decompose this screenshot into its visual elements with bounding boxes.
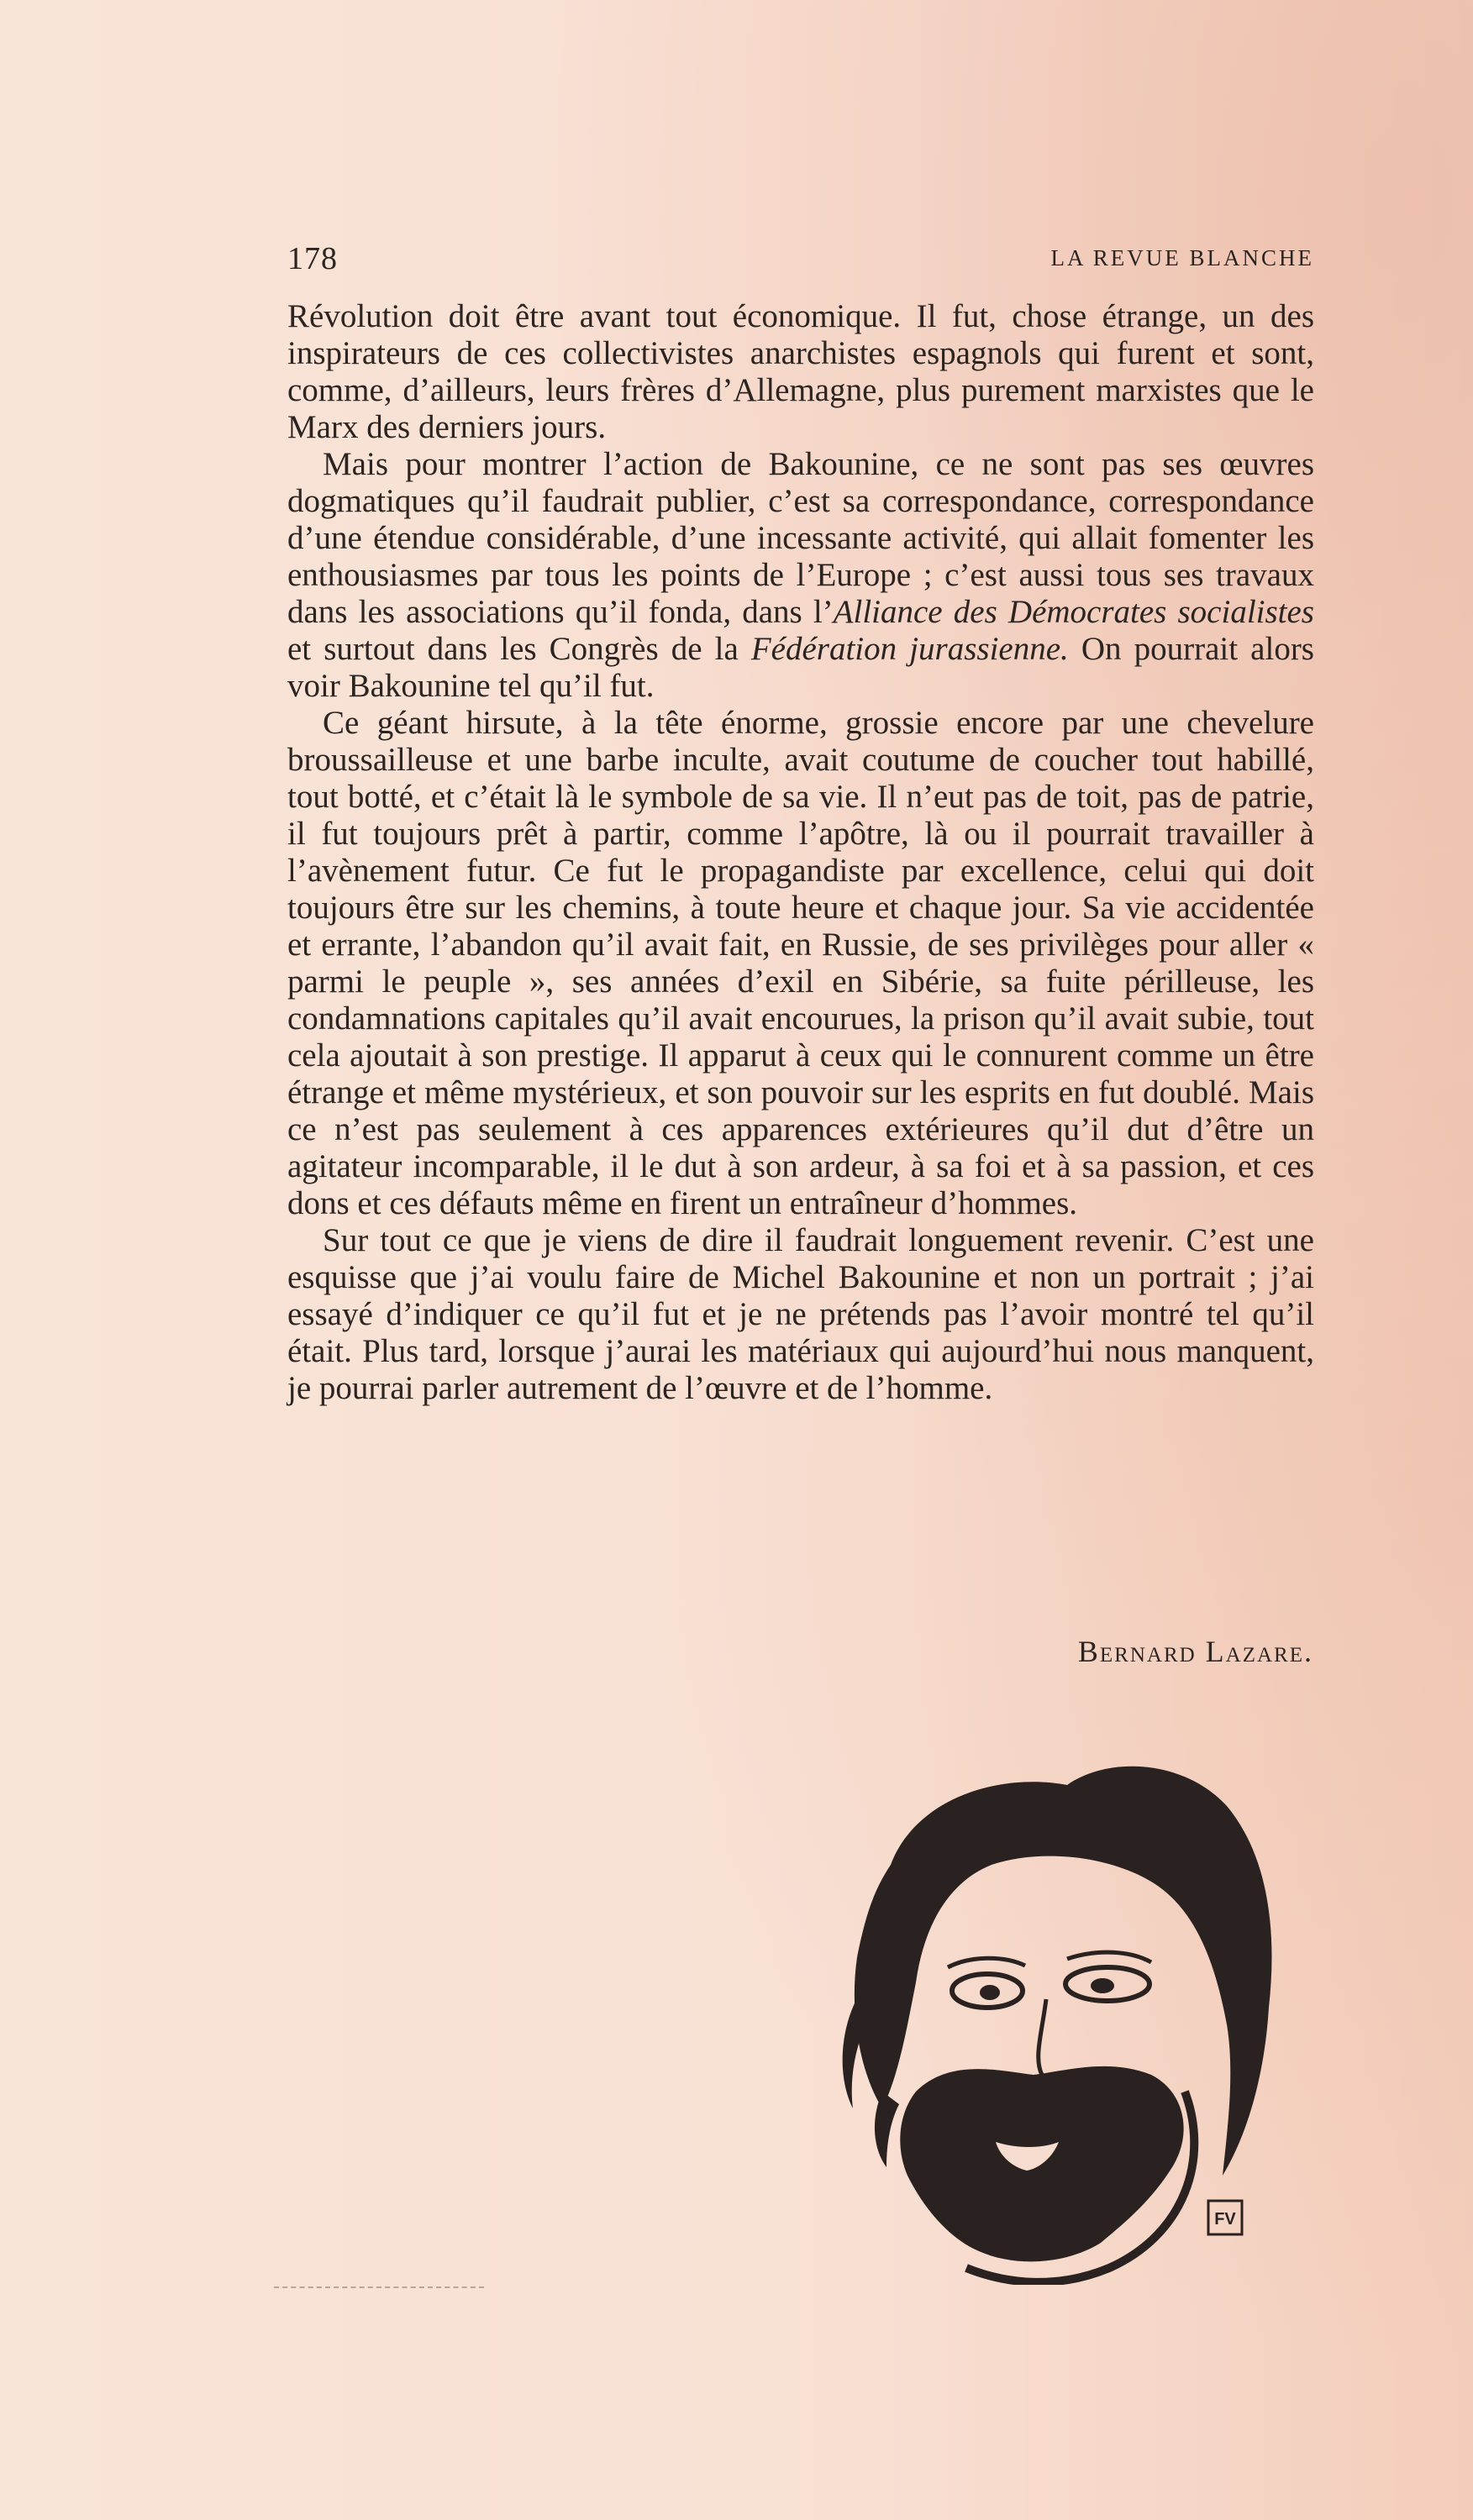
author-signature: Bernard Lazare. [1077, 1635, 1313, 1668]
right-pupil [1091, 1978, 1114, 1993]
running-head [287, 240, 1314, 282]
nose-line [1039, 1999, 1046, 2075]
right-brow [1067, 1952, 1151, 1962]
left-lock-shape-2 [875, 2092, 899, 2167]
paragraph-4: Sur tout ce que je viens de dire il faudrait longuement revenir. C’est une esquisse que j’ai voulu faire de Michel Bakounine et non un portrait ; j’ai essayé d’indiquer ce qu’il fut et je ne prétends pas l’avoir montré tel qu’il était. Plus tard, lorsque j’aurai les matériaux qui aujourd’hui nous manquent, je pourrai parler autrement de l’œuvre et de l’homme. [287, 1222, 1314, 1406]
artist-monogram: FV [1214, 2210, 1236, 2229]
left-brow [948, 1958, 1025, 1967]
federation-title: Fédération jurassienne. [750, 631, 1069, 667]
paragraph-2-text-b: et surtout dans les Congrès de la [287, 631, 751, 667]
journal-title: LA REVUE BLANCHE [1050, 245, 1314, 270]
left-pupil [980, 1985, 1000, 2000]
paragraph-2 [287, 446, 1314, 705]
paragraph-2-text-a: Mais pour montrer l’action de Bakounine, ce ne sont pas ses œuvres dogmatiques qu’il faudrait publier, c’est sa correspondance, correspondance d’une étendue considérable, d’une incessante activité, qui allait fomenter les enthousiasmes par tous les points de l’Europe ; c’est aussi tous ses travaux dans les associations qu’il fonda, dans l’ [287, 446, 1314, 630]
paragraph-1: Révolution doit être avant tout économique. Il fut, chose étrange, un des inspirateurs de ces collectivistes anarchistes espagnols qui furent et sont, comme, d’ailleurs, leurs frères d’Allemagne, plus purement marxistes que le Marx des derniers jours. [287, 298, 1314, 445]
alliance-title: Alliance des Démocrates socialistes [833, 594, 1314, 630]
paragraph-3: Ce géant hirsute, à la tête énorme, grossie encore par une chevelure broussailleuse et une barbe inculte, avait coutume de coucher tout habillé, tout botté, et c’était là le symbole de sa vie. Il n’eut pas de toit, pas de patrie, il fut toujours prêt à partir, comme l’apôtre, là ou il pourrait travailler à l’avènement futur. Ce fut le propagandiste par excellence, celui qui doit toujours être sur les chemins, à toute heure et chaque jour. Sa vie accidentée et errante, l’abandon qu’il avait fait, en Russie, de ses privilèges pour aller « parmi le peuple », ses années d’exil en Sibérie, sa fuite périlleuse, les condamnations capitales qu’il avait encourues, la prison qu’il avait subie, tout cela ajoutait à son prestige. Il apparut à ceux qui le connurent comme un être étrange et même mystérieux, et son pouvoir sur les esprits en fut doublé. Mais ce n’est pas seulement à ces apparences extérieures qu’il dut d’être un agitateur incomparable, il le dut à son ardeur, à sa foi et à sa passion, et ces dons et ces défauts même en firent un entraîneur d’hommes. [287, 705, 1314, 1221]
paragraph-2-text-c: On pourrait alors voir Bakounine tel qu’il fut. [287, 631, 1314, 704]
page-number: 178 [287, 241, 338, 276]
bakunin-woodcut-portrait [790, 1739, 1294, 2285]
ink-smudge-line [274, 2281, 484, 2288]
beard-shape [900, 2066, 1183, 2261]
article-text [287, 298, 1314, 1407]
